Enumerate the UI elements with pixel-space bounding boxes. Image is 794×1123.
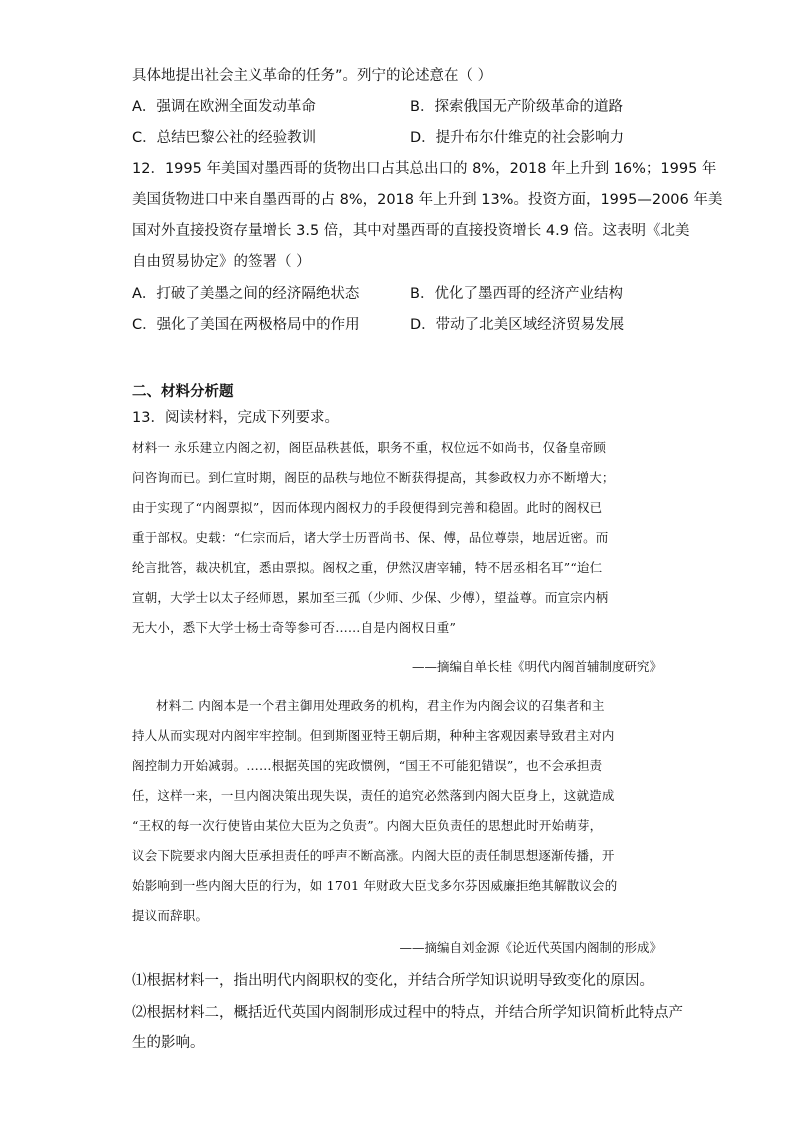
q12-stem-line: 国对外直接投资存量增长 3.5 倍，其中对墨西哥的直接投资增长 4.9 倍。这表明《北美 [132,223,690,239]
q13-sub-question-2: 生的影响。 [132,1035,205,1051]
material2-line: 议会下院要求内阁大臣承担责任的呼声不断高涨。内阁大臣的责任制思想逐渐传播，开 [132,848,615,863]
material1-line: 重于部权。史载：“仁宗而后，诸大学士历晋尚书、保、傅，品位尊崇，地居近密。而 [132,530,609,545]
q12-option-a: A．打破了美墨之间的经济隔绝状态 [132,286,360,302]
q12-stem-line: 美国货物进口中来自墨西哥的占 8%，2018 年上升到 13%。投资方面，1995—2006 年美 [132,192,723,208]
q12-option-b: B．优化了墨西哥的经济产业结构 [410,286,623,302]
q12-stem-line: 12．1995 年美国对墨西哥的货物出口占其总出口的 8%，2018 年上升到 16%；1995 年 [132,161,717,177]
material1-line: 宣朝，大学士以太子经师恩，累加至三孤（少师、少保、少傅），望益尊。而宣宗内柄 [132,590,609,605]
material2-line: 材料二 内阁本是一个君主御用处理政务的机构，君主作为内阁会议的召集者和主 [156,698,605,713]
q11-option-a: A．强调在欧洲全面发动革命 [132,99,316,115]
material1-line: 无大小，悉下大学士杨士奇等参可否……自是内阁权日重” [132,620,457,635]
q13-intro: 13．阅读材料，完成下列要求。 [132,410,339,426]
material1-line: 由于实现了“内阁票拟”，因而体现内阁权力的手段便得到完善和稳固。此时的阁权已 [132,500,603,515]
material1-line: 问咨询而已。到仁宣时期，阁臣的品秩与地位不断获得提高，其参政权力亦不断增大； [132,470,615,485]
q11-option-d: D．提升布尔什维克的社会影响力 [410,130,625,146]
q12-option-c: C．强化了美国在两极格局中的作用 [132,317,360,333]
material1-source: ——摘编自单长桂《明代内阁首辅制度研究》 [411,659,662,674]
material1-line: 纶言批答，裁决机宜，悉由票拟。阁权之重，伊然汉唐宰辅，特不居丞相名耳”“迨仁 [132,560,603,575]
q11-option-c: C．总结巴黎公社的经验教训 [132,130,317,146]
q12-option-d: D．带动了北美区域经济贸易发展 [410,317,625,333]
q11-option-b: B．探索俄国无产阶级革命的道路 [410,99,623,115]
q12-stem-line: 自由贸易协定》的签署（ ） [132,254,311,270]
material2-line: 始影响到一些内阁大臣的行为，如 1701 年财政大臣戈多尔芬因威廉拒绝其解散议会的 [132,878,618,893]
section-title: 二、材料分析题 [132,384,234,400]
q11-stem-tail: 具体地提出社会主义革命的任务”。列宁的论述意在（ ） [132,68,493,84]
material2-line: 提议而辞职。 [132,908,209,923]
material2-line: 持人从而实现对内阁牢牢控制。但到斯图亚特王朝后期，种种主客观因素导致君主对内 [132,728,615,743]
material2-source: ——摘编自刘金源《论近代英国内阁制的形成》 [399,940,662,955]
q13-sub-question-2: ⑵根据材料二，概括近代英国内阁制形成过程中的特点，并结合所学知识简析此特点产 [132,1005,683,1021]
material1-line: 材料一 永乐建立内阁之初，阁臣品秩甚低，职务不重，权位远不如尚书，仅备皇帝顾 [132,440,607,455]
q13-sub-question-1: ⑴根据材料一，指出明代内阁职权的变化，并结合所学知识说明导致变化的原因。 [132,973,654,989]
material2-line: 阁控制力开始减弱。……根据英国的宪政惯例，“国王不可能犯错误”，也不会承担责 [132,758,603,773]
material2-line: 任，这样一来，一旦内阁决策出现失误，责任的追究必然落到内阁大臣身上，这就造成 [132,788,615,803]
material2-line: “王权的每一次行使皆由某位大臣为之负责”。内阁大臣负责任的思想此时开始萌芽， [132,818,603,833]
